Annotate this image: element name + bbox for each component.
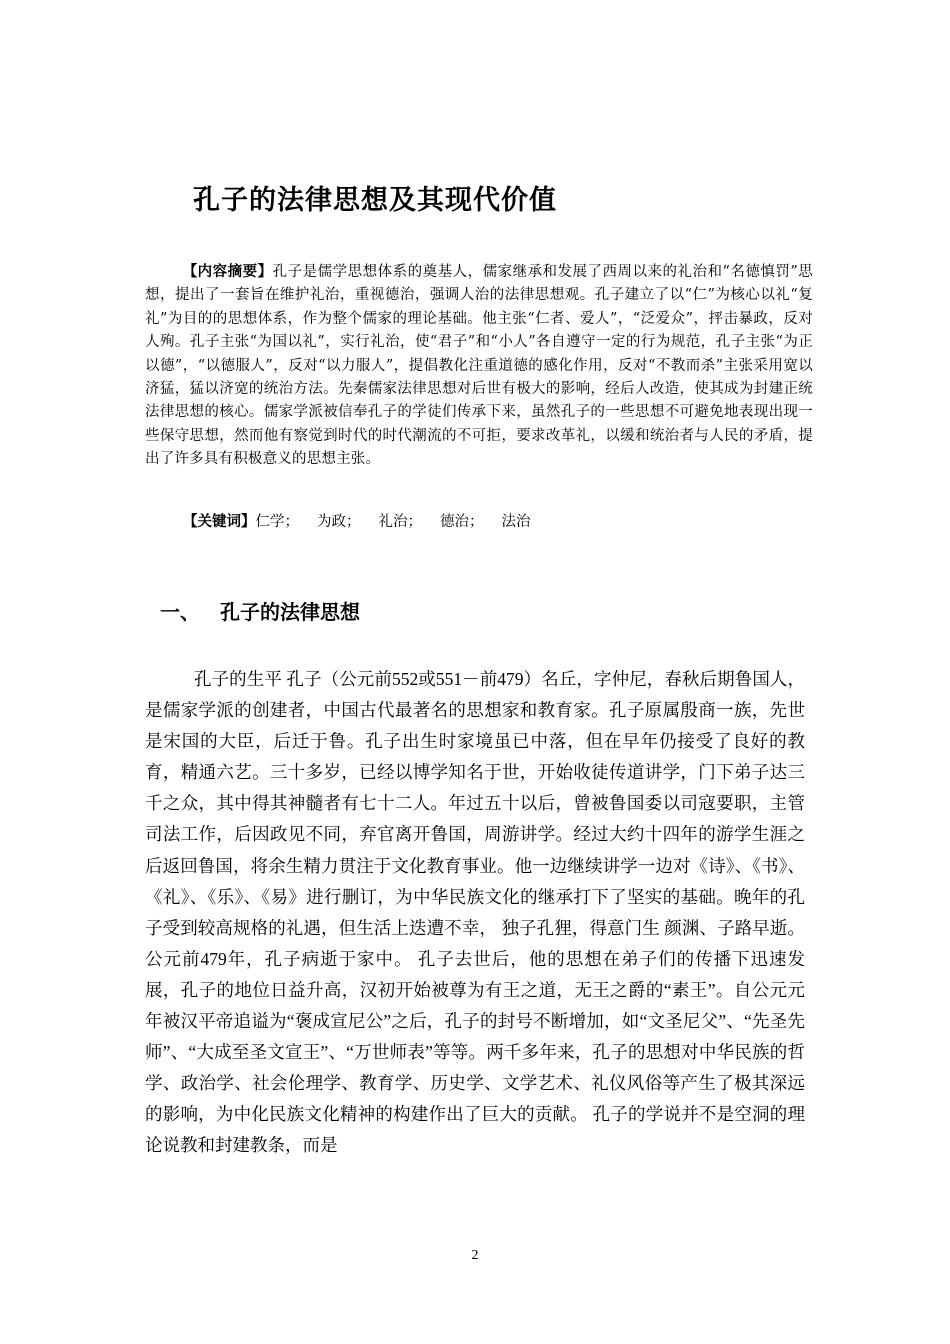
section-number: 一、: [160, 600, 200, 624]
page-number: 2: [471, 1248, 479, 1263]
document-title: 孔子的法律思想及其现代价值: [193, 185, 557, 216]
keyword-item: 礼治；: [378, 514, 422, 530]
keyword-item: 仁学；: [255, 514, 299, 530]
abstract-text: 孔子是儒学思想体系的奠基人，儒家继承和发展了西周以来的礼治和“名德慎罚”思想，提出了一套旨在维护礼治，重视德治，强调人治的法律思想观。孔子建立了以“仁”为核心以礼“复礼”为目的的思想体系，作为整个儒家的理论基础。他主张“仁者、爱人”，“泛爱众”，抨击暴政，反对人殉。孔子主张“为国以礼”，实行礼治，使“君子”和“小人”各自遵守一定的行为规范，孔子主张“为正以德”，“以德服人”，反对“以力服人”，提倡教化注重道德的感化作用，反对“不教而杀”主张采用宽以济猛，猛以济宽的统治方法。先秦儒家法律思想对后世有极大的影响，经后人改造，使其成为封建正统法律思想的核心。儒家学派被信奉孔子的学徒们传承下来，虽然孔子的一些思想不可避免地表现出现一些保守思想，然而他有察觉到时代的时代潮流的不可拒，要求改革礼，以缓和统治者与人民的矛盾，提出了许多具有积极意义的思想主张。: [145, 264, 813, 468]
keywords-label: 【关键词】: [183, 514, 256, 530]
section-heading: [160, 596, 360, 625]
keyword-item: 德治；: [440, 514, 484, 530]
body-paragraph: 孔子的生平 孔子（公元前552或551－前479）名丘，字仲尼，春秋后期鲁国人，是儒家学派的创建者，中国古代最著名的思想家和教育家。孔子原属殷商一族，先世是宋国的大臣，后迁于鲁。孔子出生时家境虽已中落，但在早年仍接受了良好的教育，精通六艺。三十多岁，已经以博学知名于世，开始收徒传道讲学，门下弟子达三千之众，其中得其神髓者有七十二人。年过五十以后，曾被鲁国委以司寇要职，主管司法工作，后因政见不同，弃官离开鲁国，周游讲学。经过大约十四年的游学生涯之后返回鲁国，将余生精力贯注于文化教育事业。他一边继续讲学一边对《诗》、《书》、《礼》、《乐》、《易》进行删订，为中华民族文化的继承打下了坚实的基础。晚年的孔子受到较高规格的礼遇，但生活上迭遭不幸， 独子孔狸，得意门生 颜渊、子路早逝。公元前479年，孔子病逝于家中。 孔子去世后，他的思想在弟子们的传播下迅速发展，孔子的地位日益升高，汉初开始被尊为有王之道，无王之爵的“素王”。自公元元年被汉平帝追谥为“褒成宣尼公”之后，孔子的封号不断增加，如“文圣尼父”、“先圣先师”、“大成至圣文宣王”、“万世师表”等等。两千多年来，孔子的思想对中华民族的哲学、政治学、社会伦理学、教育学、历史学、文学艺术、礼仪风俗等产生了极其深远的影响，为中化民族文化精神的构建作出了巨大的贡献。 孔子的学说并不是空洞的理论说教和封建教条，而是: [145, 669, 805, 1156]
section-title: 孔子的法律思想: [220, 600, 360, 624]
abstract-label: 【内容摘要】: [182, 264, 273, 280]
keywords-line: [183, 511, 531, 534]
abstract-paragraph: [145, 261, 813, 472]
keyword-item: 法治: [501, 514, 531, 530]
keyword-item: 为政；: [317, 514, 361, 530]
